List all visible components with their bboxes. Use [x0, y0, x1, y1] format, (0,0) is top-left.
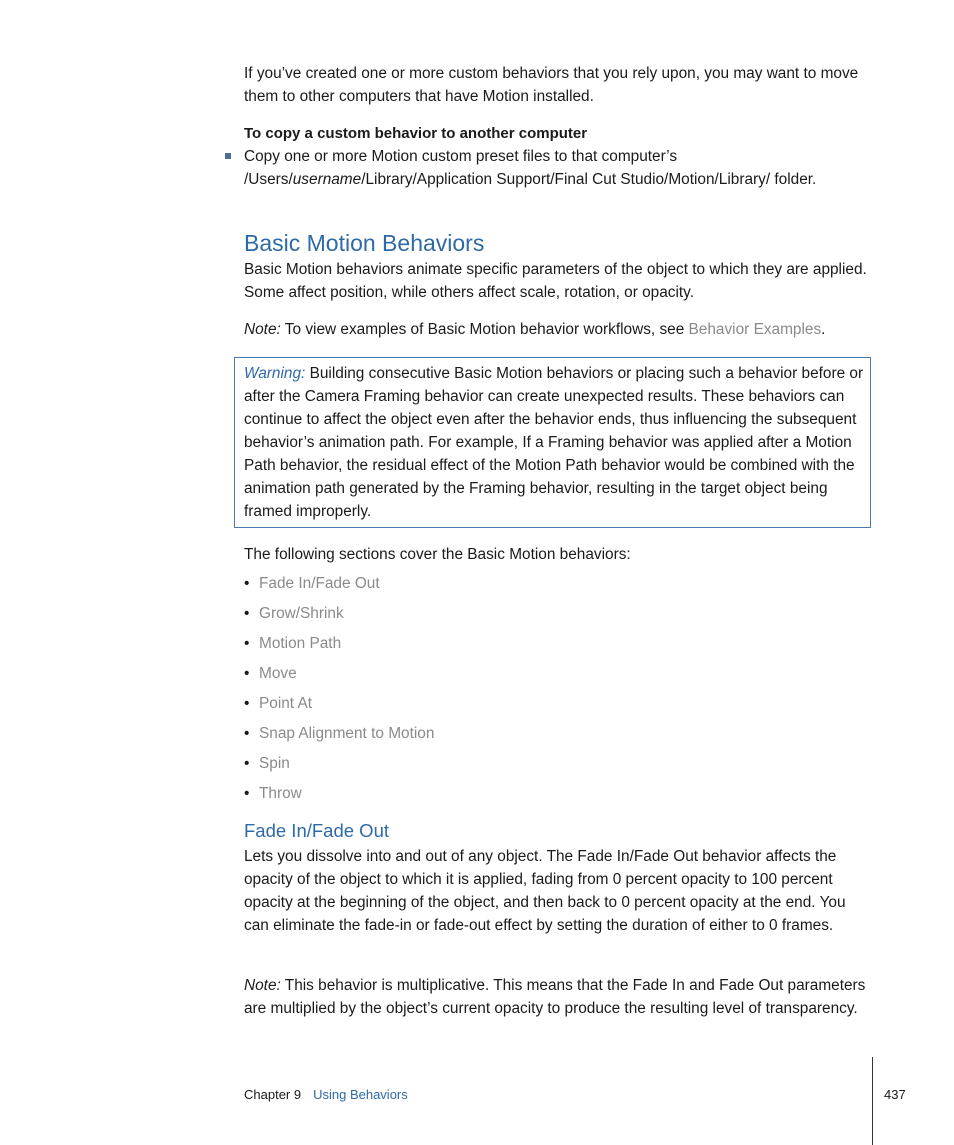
topic-list	[244, 572, 434, 812]
section-note: Note: To view examples of Basic Motion behavior workflows, see Behavior Examples.	[244, 321, 826, 338]
bullet-icon: •	[244, 725, 250, 742]
behavior-examples-link[interactable]: Behavior Examples	[688, 321, 822, 338]
fade-section-title: Fade In/Fade Out	[244, 820, 390, 841]
note-label: Note:	[244, 977, 281, 994]
note-label: Note:	[244, 321, 281, 338]
fade-body: Lets you dissolve into and out of any object. The Fade In/Fade Out behavior affects the opacity of the object to which it is applied, fading from 0 percent opacity to 100 percent opacity at the beginning of the object, and then back to 0 percent opacity at the end. You can eliminate the fade-in or fade-out effect by setting the duration of either to 0 frames.	[244, 848, 846, 934]
warning-label: Warning:	[244, 365, 306, 382]
procedure-heading: To copy a custom behavior to another computer	[244, 125, 588, 142]
username-placeholder: username	[292, 171, 362, 188]
bullet-icon: •	[244, 635, 250, 652]
footer-divider	[872, 1057, 873, 1145]
bullet-icon: •	[244, 665, 250, 682]
topic-link-move[interactable]: • Move	[244, 662, 434, 692]
procedure-step	[244, 145, 874, 191]
topic-link-grow-shrink[interactable]: • Grow/Shrink	[244, 602, 434, 632]
topic-link-motion-path[interactable]: • Motion Path	[244, 632, 434, 662]
topic-link-snap-alignment-to-motion[interactable]: • Snap Alignment to Motion	[244, 722, 434, 752]
footer-chapter	[244, 1086, 408, 1104]
section-body: Basic Motion behaviors animate specific parameters of the object to which they are applied. Some affect position, while others affect scale, rotation, or opacity.	[244, 261, 867, 301]
chapter-number: Chapter 9	[244, 1087, 302, 1102]
section-title: Basic Motion Behaviors	[244, 230, 485, 256]
fade-note: Note: This behavior is multiplicative. This means that the Fade In and Fade Out parameters are multiplied by the object’s current opacity to produce the resulting level of transparency.	[244, 977, 866, 1017]
following-sections-intro: The following sections cover the Basic Motion behaviors:	[244, 546, 631, 563]
bullet-icon: •	[244, 785, 250, 802]
procedure-step-text: Copy one or more Motion custom preset files to that computer’s /Users/username/Library/Application Support/Final Cut Studio/Motion/Library/ folder.	[244, 148, 817, 188]
page-number: 437	[884, 1087, 906, 1102]
topic-link-fade-in-fade-out[interactable]: • Fade In/Fade Out	[244, 572, 434, 602]
warning-text: Warning: Building consecutive Basic Motion behaviors or placing such a behavior before or after the Camera Framing behavior can create unexpected results. These behaviors can continue to affect the object even after the behavior ends, thus influencing the subsequent behavior’s animation path. For example, If a Framing behavior was applied after a Motion Path behavior, the residual effect of the Motion Path behavior would be combined with the animation path generated by the Framing behavior, resulting in the target object being framed improperly.	[244, 365, 864, 520]
bullet-icon: •	[244, 695, 250, 712]
topic-link-point-at[interactable]: • Point At	[244, 692, 434, 722]
intro-paragraph: If you’ve created one or more custom behaviors that you rely upon, you may want to move them to other computers that have Motion installed.	[244, 65, 859, 105]
bullet-icon: •	[244, 755, 250, 772]
topic-link-spin[interactable]: • Spin	[244, 752, 434, 782]
chapter-title-link[interactable]: Using Behaviors	[313, 1087, 408, 1102]
topic-link-throw[interactable]: • Throw	[244, 782, 434, 812]
bullet-icon: •	[244, 605, 250, 622]
bullet-icon: •	[244, 575, 250, 592]
square-bullet-icon	[225, 153, 231, 159]
warning-box	[234, 357, 871, 528]
